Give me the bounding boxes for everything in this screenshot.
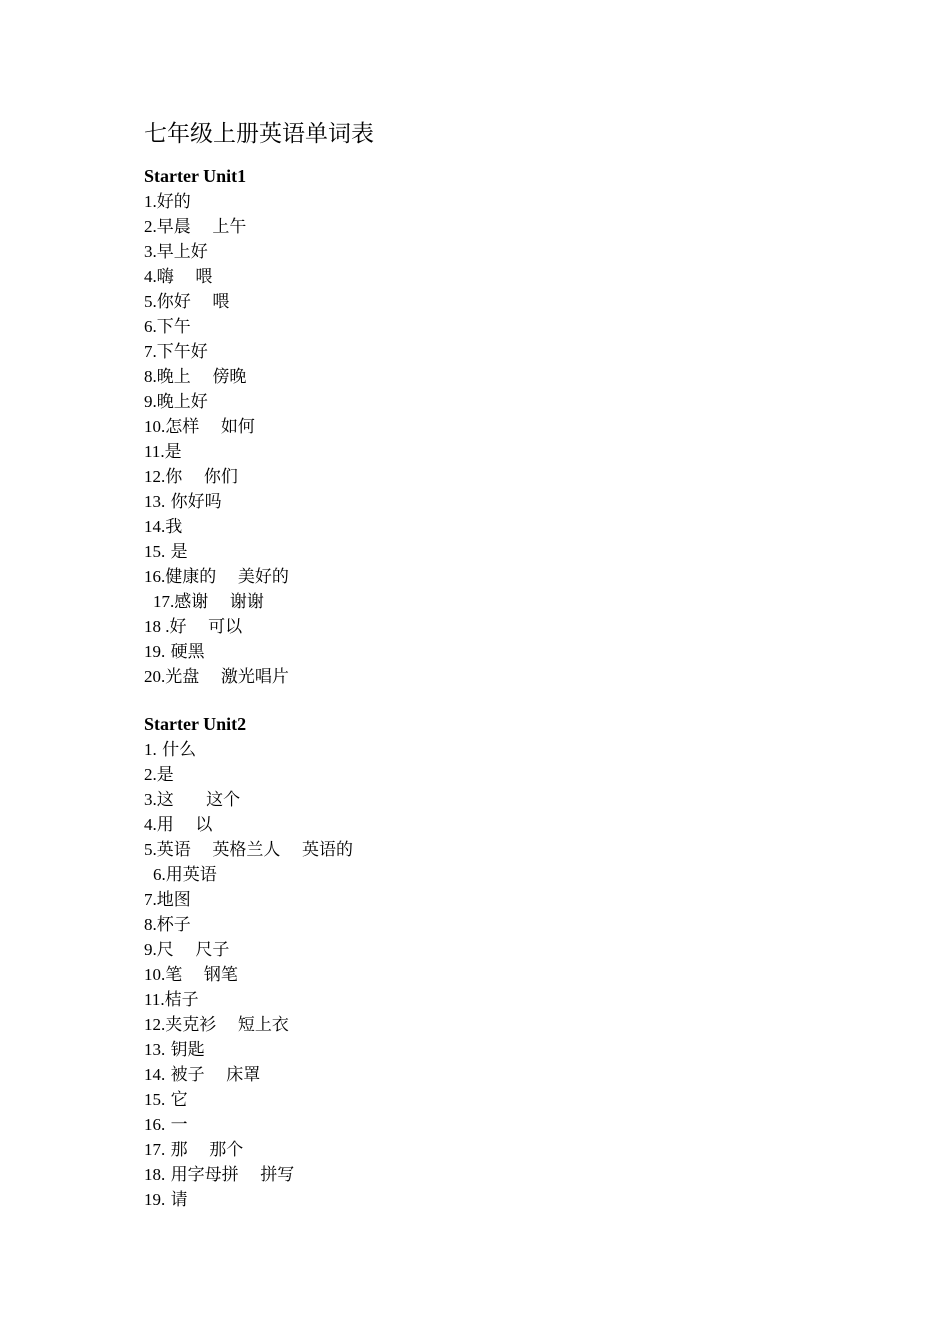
entry-number: 2. [144, 765, 157, 784]
entry-text: 早晨 上午 [156, 217, 247, 237]
vocab-entry [144, 887, 191, 913]
entry-number: 6. [153, 865, 166, 884]
entry-text: 我 [165, 517, 183, 537]
vocab-entry [144, 1162, 294, 1188]
entry-number: 6. [144, 317, 157, 336]
entry-number: 15. [144, 1090, 166, 1109]
vocab-entry [144, 1037, 205, 1063]
entry-text: 桔子 [164, 990, 199, 1010]
entry-text: 晚上好 [156, 392, 208, 412]
entry-text: 怎样 如何 [165, 417, 255, 437]
entry-number: 17. [153, 592, 175, 611]
entry-text: 你 你们 [165, 467, 238, 487]
entry-number: 10. [144, 417, 166, 436]
vocab-entry [144, 837, 353, 863]
vocab-entry [144, 1112, 188, 1138]
vocab-entry [144, 489, 222, 515]
entry-text: 用英语 [165, 865, 217, 885]
entry-number: 3. [144, 242, 157, 261]
entry-text: 你好吗 [165, 492, 222, 512]
entry-text: 用 以 [156, 815, 213, 835]
vocab-entry [144, 812, 212, 838]
entry-text: 健康的 美好的 [165, 567, 289, 587]
entry-number: 19. [144, 642, 166, 661]
entry-number: 13. [144, 1040, 166, 1059]
vocab-entry [144, 414, 255, 440]
entry-text: 下午好 [156, 342, 208, 362]
unit-heading-starter-unit1: Starter Unit1 [144, 166, 247, 186]
entry-text: 感谢 谢谢 [174, 592, 264, 612]
entry-text: 嗨 喂 [156, 267, 213, 287]
entry-number: 14. [144, 1065, 166, 1084]
entry-number: 7. [144, 890, 157, 909]
entry-number: 1. [144, 192, 157, 211]
entry-text: 用字母拼 拼写 [165, 1165, 295, 1185]
entry-text: 光盘 激光唱片 [165, 667, 289, 687]
entry-number: 3. [144, 790, 157, 809]
entry-number: 9. [144, 392, 157, 411]
entry-text: 它 [165, 1090, 188, 1110]
entry-text: 杯子 [156, 915, 191, 935]
entry-text: 硬黑 [165, 642, 205, 662]
entry-text: 什么 [156, 740, 197, 760]
unit-heading-starter-unit2: Starter Unit2 [144, 714, 247, 734]
entry-number: 12. [144, 1015, 166, 1034]
vocab-entry [144, 912, 191, 938]
entry-text: 笔 钢笔 [165, 965, 238, 985]
entry-text: 钥匙 [165, 1040, 205, 1060]
entry-text: 夹克衫 短上衣 [165, 1015, 289, 1035]
vocab-entry [144, 1137, 243, 1163]
vocab-entry [144, 937, 229, 963]
entry-number: 18 . [144, 617, 170, 636]
vocab-entry [144, 564, 289, 590]
vocab-entry [144, 1187, 188, 1213]
entry-text: 好 可以 [169, 617, 243, 637]
vocab-entry [144, 1062, 260, 1088]
entry-number: 2. [144, 217, 157, 236]
entry-number: 4. [144, 267, 157, 286]
entry-text: 是 [164, 442, 182, 462]
entry-number: 13. [144, 492, 166, 511]
vocab-entry [144, 762, 174, 788]
entry-text: 好的 [156, 192, 191, 212]
vocab-entry [144, 987, 199, 1013]
entry-text: 被子 床罩 [165, 1065, 261, 1085]
vocab-entry [144, 1012, 289, 1038]
vocab-entry [144, 314, 191, 340]
vocab-entry [153, 589, 264, 615]
vocab-entry [144, 737, 196, 763]
document-title: 七年级上册英语单词表 [144, 121, 374, 147]
entry-text: 一 [165, 1115, 188, 1135]
entry-number: 5. [144, 840, 157, 859]
vocab-entry [144, 664, 289, 690]
vocab-entry [144, 614, 242, 640]
entry-number: 5. [144, 292, 157, 311]
entry-number: 4. [144, 815, 157, 834]
vocab-entry [144, 189, 191, 215]
entry-text: 这 这个 [156, 790, 241, 810]
vocab-entry [144, 339, 208, 365]
vocab-entry [144, 639, 205, 665]
entry-text: 下午 [156, 317, 191, 337]
vocab-entry [144, 264, 212, 290]
entry-text: 英语 英格兰人 英语的 [156, 840, 353, 860]
entry-number: 17. [144, 1140, 166, 1159]
entry-number: 8. [144, 367, 157, 386]
vocab-entry [144, 214, 246, 240]
vocab-entry [153, 862, 217, 888]
entry-number: 18. [144, 1165, 166, 1184]
vocab-entry [144, 962, 238, 988]
entry-number: 14. [144, 517, 166, 536]
vocab-entry [144, 239, 208, 265]
entry-text: 尺 尺子 [156, 940, 230, 960]
entry-text: 你好 喂 [156, 292, 230, 312]
entry-number: 19. [144, 1190, 166, 1209]
entry-number: 12. [144, 467, 166, 486]
entry-text: 是 [165, 542, 188, 562]
entry-number: 11. [144, 990, 165, 1009]
entry-number: 1. [144, 740, 157, 759]
entry-text: 早上好 [156, 242, 208, 262]
entry-number: 10. [144, 965, 166, 984]
entry-number: 16. [144, 567, 166, 586]
vocab-entry [144, 389, 208, 415]
vocab-entry [144, 514, 182, 540]
vocab-entry [144, 439, 182, 465]
vocab-entry [144, 787, 240, 813]
entry-text: 是 [156, 765, 174, 785]
entry-number: 20. [144, 667, 166, 686]
entry-text: 地图 [156, 890, 191, 910]
entry-number: 9. [144, 940, 157, 959]
entry-text: 晚上 傍晚 [156, 367, 247, 387]
vocab-entry [144, 289, 229, 315]
entry-text: 那 那个 [165, 1140, 244, 1160]
entry-number: 7. [144, 342, 157, 361]
vocab-entry [144, 539, 188, 565]
vocab-entry [144, 1087, 188, 1113]
vocab-entry [144, 364, 246, 390]
entry-number: 16. [144, 1115, 166, 1134]
entry-number: 11. [144, 442, 165, 461]
entry-text: 请 [165, 1190, 188, 1210]
entry-number: 15. [144, 542, 166, 561]
vocab-entry [144, 464, 238, 490]
entry-number: 8. [144, 915, 157, 934]
